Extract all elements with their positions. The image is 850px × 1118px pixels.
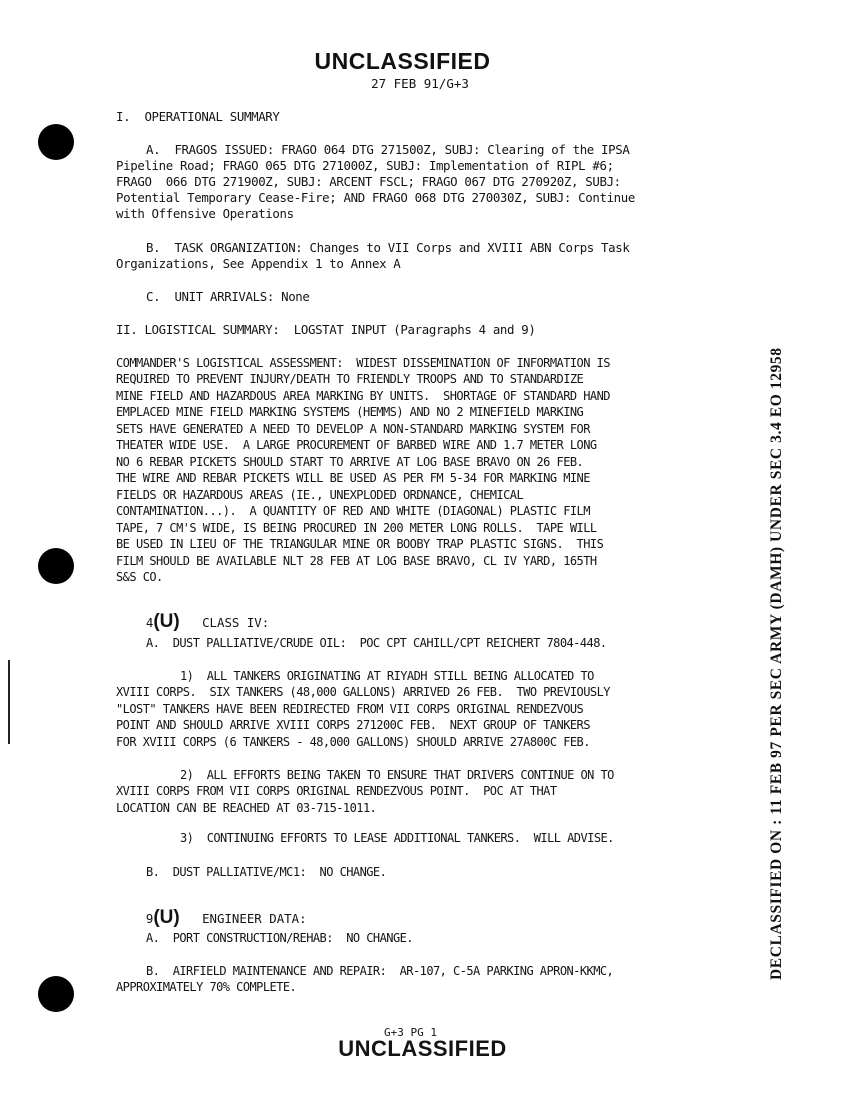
para-9b-line: APPROXIMATELY 70% COMPLETE. [116, 980, 297, 994]
para-b-line: Organizations, See Appendix 1 to Annex A [116, 256, 401, 271]
item-2-line: LOCATION CAN BE REACHED AT 03-715-1011. [116, 801, 377, 815]
assessment-line: EMPLACED MINE FIELD MARKING SYSTEMS (HEMMS) AND NO 2 MINEFIELD MARKING [116, 405, 584, 419]
assessment-line: TAPE, 7 CM'S WIDE, IS BEING PROCURED IN 200 METER LONG ROLLS. TAPE WILL [116, 521, 597, 535]
assessment-line: FIELDS OR HAZARDOUS AREAS (IE., UNEXPLODED ORDNANCE, CHEMICAL [116, 488, 524, 502]
binder-hole-1 [38, 124, 74, 160]
para-a-line: Pipeline Road; FRAGO 065 DTG 271000Z, SUBJ: Implementation of RIPL #6; [116, 158, 614, 173]
para-9-number: 9 [145, 911, 154, 926]
item-2-line: XVIII CORPS FROM VII CORPS ORIGINAL RENDEZVOUS POINT. POC AT THAT [116, 784, 557, 798]
item-1-line: "LOST" TANKERS HAVE BEEN REDIRECTED FROM VII CORPS ORIGINAL RENDEZVOUS [116, 702, 584, 716]
assessment-line: BE USED IN LIEU OF THE TRIANGULAR MINE OR BOOBY TRAP PLASTIC SIGNS. THIS [116, 537, 604, 551]
item-1-line: POINT AND SHOULD ARRIVE XVIII CORPS 271200C FEB. NEXT GROUP OF TANKERS [116, 718, 590, 732]
assessment-line: SETS HAVE GENERATED A NEED TO DEVELOP A NON-STANDARD MARKING SYSTEM FOR [116, 422, 590, 436]
para-9b-line: B. AIRFIELD MAINTENANCE AND REPAIR: AR-107, C-5A PARKING APRON-KKMC, [146, 964, 614, 978]
assessment-line: REQUIRED TO PREVENT INJURY/DEATH TO FRIENDLY TROOPS AND TO STANDARDIZE [116, 372, 584, 386]
para-9-title: ENGINEER DATA: [202, 911, 307, 926]
header-date-line: 27 FEB 91/G+3 [371, 76, 469, 91]
para-a-line: FRAGO 066 DTG 271900Z, SUBJ: ARCENT FSCL; FRAGO 067 DTG 270920Z, SUBJ: [116, 174, 621, 189]
section-1-title: I. OPERATIONAL SUMMARY [116, 109, 280, 124]
assessment-line: COMMANDER'S LOGISTICAL ASSESSMENT: WIDEST DISSEMINATION OF INFORMATION IS [116, 356, 610, 370]
item-2-line: 2) ALL EFFORTS BEING TAKEN TO ENSURE THAT DRIVERS CONTINUE ON TO [180, 768, 614, 782]
assessment-line: MINE FIELD AND HAZARDOUS AREA MARKING BY UNITS. SHORTAGE OF STANDARD HAND [116, 389, 610, 403]
assessment-line: NO 6 REBAR PICKETS SHOULD START TO ARRIVE AT LOG BASE BRAVO ON 26 FEB. [116, 455, 584, 469]
para-a-line: A. FRAGOS ISSUED: FRAGO 064 DTG 271500Z, SUBJ: Clearing of the IPSA [146, 142, 630, 157]
declassification-stamp: DECLASSIFIED ON : 11 FEB 97 PER SEC ARMY (DAMH) UNDER SEC 3.4 EO 12958 [768, 347, 785, 980]
item-3-line: 3) CONTINUING EFFORTS TO LEASE ADDITIONAL TANKERS. WILL ADVISE. [180, 831, 614, 845]
assessment-line: THE WIRE AND REBAR PICKETS WILL BE USED AS PER FM 5-34 FOR MARKING MINE [116, 471, 590, 485]
para-9-marking: (U) [153, 907, 180, 928]
footer-page-marker: G+3 PG 1 [384, 1026, 437, 1039]
para-b-line: B. TASK ORGANIZATION: Changes to VII Corps and XVIII ABN Corps Task [146, 240, 630, 255]
para-a-line: with Offensive Operations [116, 206, 294, 221]
item-1-line: FOR XVIII CORPS (6 TANKERS - 48,000 GALLONS) SHOULD ARRIVE 27A800C FEB. [116, 735, 590, 749]
footer-classification: UNCLASSIFIED [338, 1036, 507, 1061]
assessment-line: S&S CO. [116, 570, 163, 584]
assessment-line: THEATER WIDE USE. A LARGE PROCUREMENT OF BARBED WIRE AND 1.7 METER LONG [116, 438, 597, 452]
para-9a-title: A. PORT CONSTRUCTION/REHAB: NO CHANGE. [146, 931, 413, 945]
header-classification: UNCLASSIFIED [314, 48, 491, 74]
margin-change-bar [8, 660, 10, 744]
para-c-line: C. UNIT ARRIVALS: None [146, 289, 310, 304]
binder-hole-2 [38, 548, 74, 584]
para-4-title: CLASS IV: [202, 615, 270, 630]
para-4-number: 4 [145, 615, 154, 630]
assessment-line: CONTAMINATION...). A QUANTITY OF RED AND WHITE (DIAGONAL) PLASTIC FILM [116, 504, 590, 518]
item-1-line: XVIII CORPS. SIX TANKERS (48,000 GALLONS) ARRIVED 26 FEB. TWO PREVIOUSLY [116, 685, 610, 699]
binder-hole-3 [38, 976, 74, 1012]
section-2-title: II. LOGISTICAL SUMMARY: LOGSTAT INPUT (Paragraphs 4 and 9) [116, 322, 536, 337]
para-4a-title: A. DUST PALLIATIVE/CRUDE OIL: POC CPT CAHILL/CPT REICHERT 7804-448. [146, 636, 607, 650]
item-1-line: 1) ALL TANKERS ORIGINATING AT RIYADH STILL BEING ALLOCATED TO [180, 669, 594, 683]
para-4b-title: B. DUST PALLIATIVE/MC1: NO CHANGE. [146, 865, 387, 879]
para-a-line: Potential Temporary Cease-Fire; AND FRAGO 068 DTG 270030Z, SUBJ: Continue [116, 190, 636, 205]
para-4-marking: (U) [153, 611, 180, 632]
assessment-line: FILM SHOULD BE AVAILABLE NLT 28 FEB AT LOG BASE BRAVO, CL IV YARD, 165TH [116, 554, 597, 568]
